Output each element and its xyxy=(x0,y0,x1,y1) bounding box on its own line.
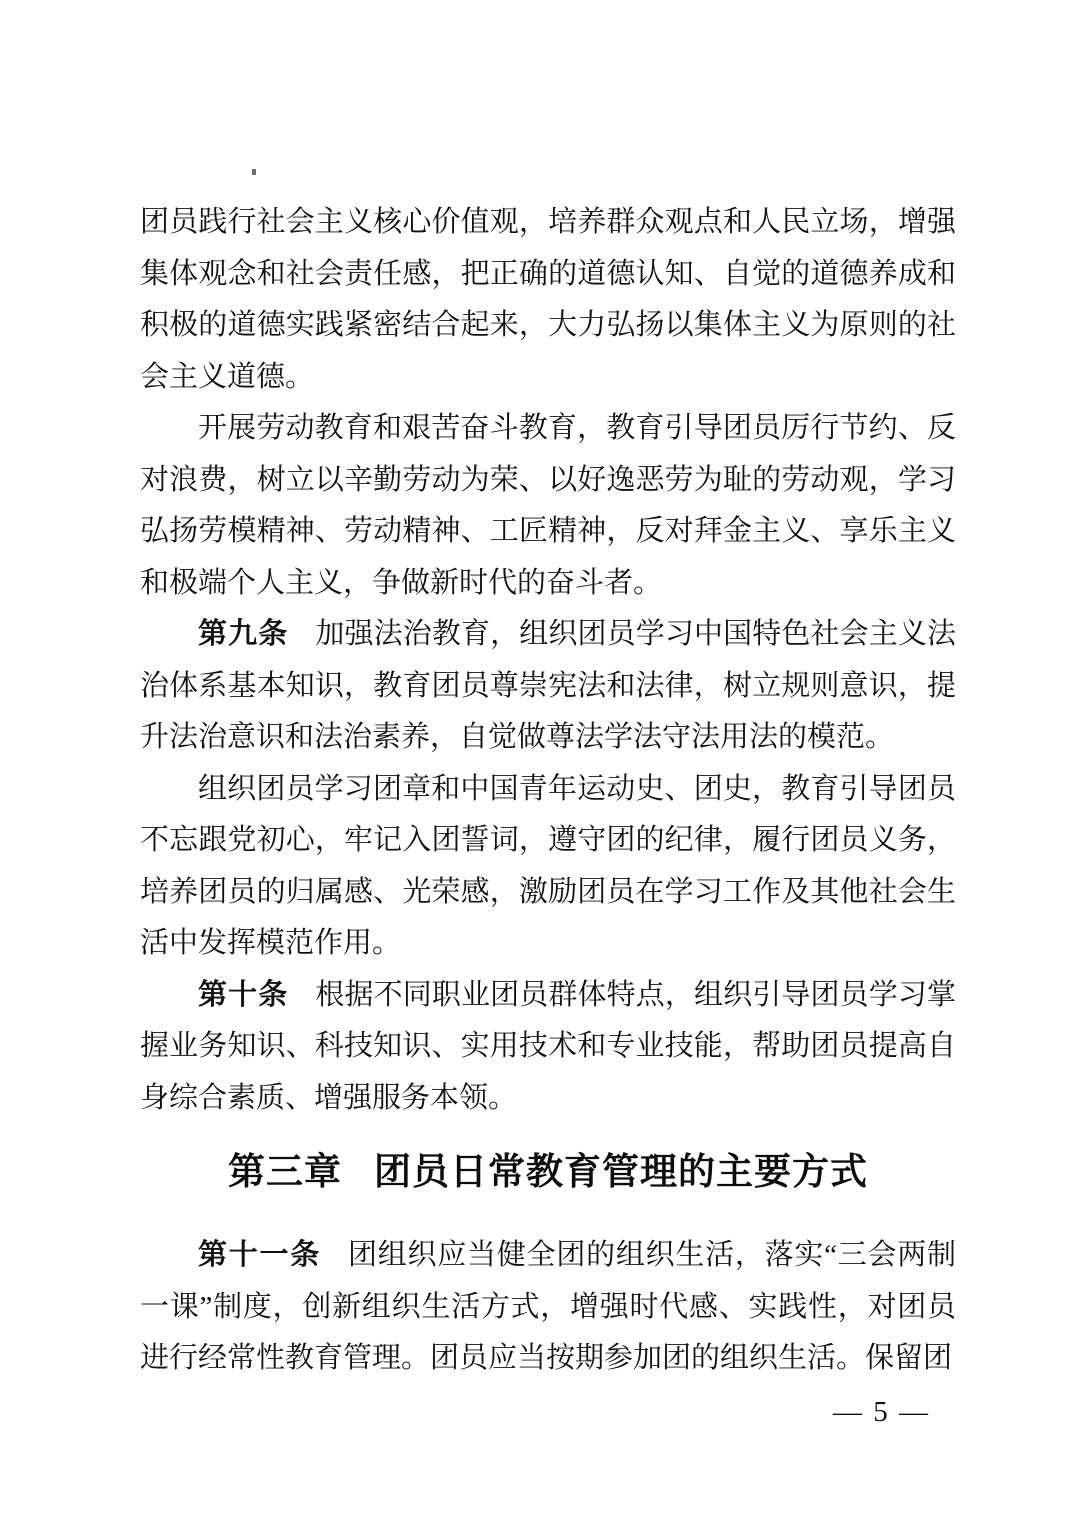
document-text-block xyxy=(140,197,956,1385)
paragraph-article-10 xyxy=(140,970,956,1125)
paragraph-article-11 xyxy=(140,1230,956,1385)
article-11-text: 团组织应当健全团的组织生活，落实“三会两制一课”制度，创新组织生活方式，增强时代感、实践性，对团员进行经常性教育管理。团员应当按期参加团的组织生活。保留团 xyxy=(140,1239,956,1374)
article-9-text: 加强法治教育，组织团员学习中国特色社会主义法治体系基本知识，教育团员尊崇宪法和法律，树立规则意识，提升法治意识和法治素养，自觉做尊法学法守法用法的模范。 xyxy=(140,618,956,753)
paragraph-league-history: 组织团员学习团章和中国青年运动史、团史，教育引导团员不忘跟党初心，牢记入团誓词，遵守团的纪律，履行团员义务，培养团员的归属感、光荣感，激励团员在学习工作及其他社会生活中发挥模范作用。 xyxy=(140,772,956,959)
article-11-number: 第十一条 xyxy=(198,1239,322,1271)
article-10-number: 第十条 xyxy=(198,978,289,1011)
chapter-heading xyxy=(140,1140,956,1204)
page-number: — 5 — xyxy=(833,1396,930,1428)
chapter-number: 第三章 xyxy=(228,1151,342,1192)
paragraph-article-9 xyxy=(140,609,956,764)
scan-artifact-dot xyxy=(252,169,256,175)
paragraph-continuation: 团员践行社会主义核心价值观，培养群众观点和人民立场，增强集体观念和社会责任感，把正确的道德认知、自觉的道德养成和积极的道德实践紧密结合起来，大力弘扬以集体主义为原则的社会主义道德。 xyxy=(140,206,956,393)
paragraph-labor-education: 开展劳动教育和艰苦奋斗教育，教育引导团员厉行节约、反对浪费，树立以辛勤劳动为荣、以好逸恶劳为耻的劳动观，学习弘扬劳模精神、劳动精神、工匠精神，反对拜金主义、享乐主义和极端个人主义，争做新时代的奋斗者。 xyxy=(140,412,956,599)
article-10-text: 根据不同职业团员群体特点，组织引导团员学习掌握业务知识、科技知识、实用技术和专业技能，帮助团员提高自身综合素质、增强服务本领。 xyxy=(140,978,956,1114)
article-9-number: 第九条 xyxy=(198,618,289,650)
chapter-title: 团员日常教育管理的主要方式 xyxy=(374,1151,868,1192)
